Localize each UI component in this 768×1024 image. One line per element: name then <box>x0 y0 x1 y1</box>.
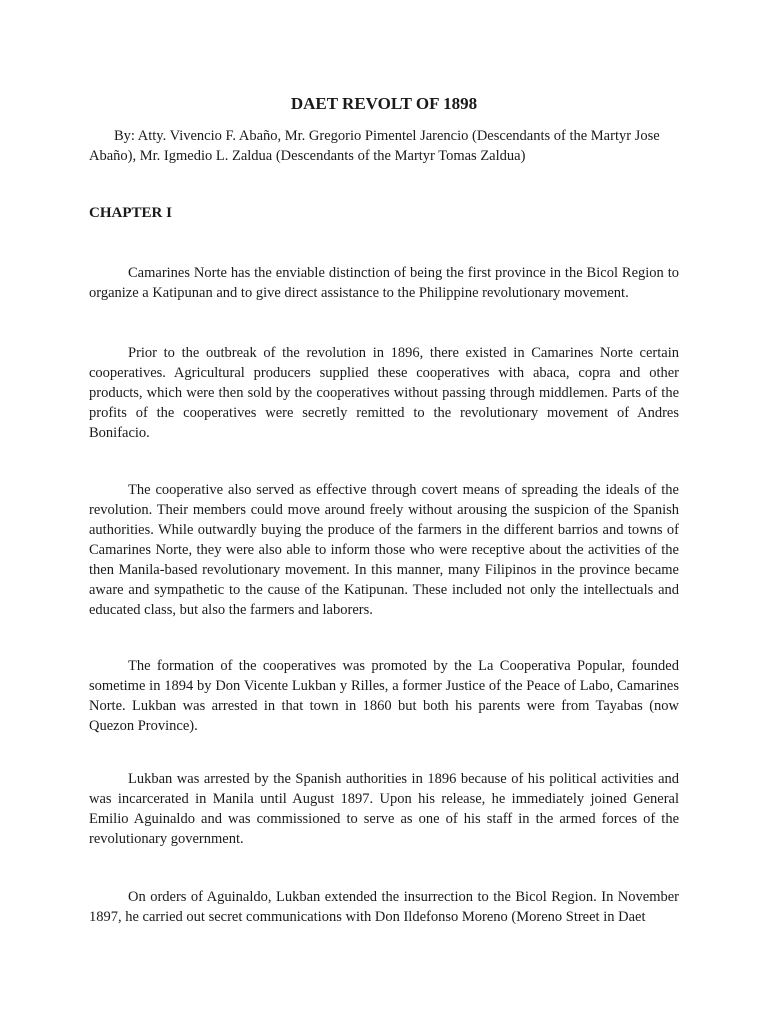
author-byline: By: Atty. Vivencio F. Abaño, Mr. Gregorio Pimentel Jarencio (Descendants of the Martyr Jose Abaño), Mr. Igmedio L. Zaldua (Descendants of the Martyr Tomas Zaldua) <box>89 128 660 164</box>
document-title: DAET REVOLT OF 1898 <box>290 94 478 113</box>
paragraph: The formation of the cooperatives was promoted by the La Cooperativa Popular, founded sometime in 1894 by Don Vicente Lukban y Rilles, a former Justice of the Peace of Labo, Camarines Norte. Lukban was arrested in that town in 1860 but both his parents were from Tayabas (now Quezon Province). <box>89 658 679 734</box>
paragraph: The cooperative also served as effective through covert means of spreading the ideals of the revolution. Their members could move around freely without arousing the suspicion of the Spanish authorities. While outwardly buying the produce of the farmers in the different barrios and towns of Camarines Norte, they were also able to inform those who were receptive about the activities of the then Manila-based revolutionary movement. In this manner, many Filipinos in the province became aware and sympathetic to the cause of the Katipunan. These included not only the intellectuals and educated class, but also the farmers and laborers. <box>89 482 679 618</box>
paragraph: Camarines Norte has the enviable distinction of being the first province in the Bicol Region to organize a Katipunan and to give direct assistance to the Philippine revolutionary movement. <box>89 265 679 301</box>
paragraph: Lukban was arrested by the Spanish authorities in 1896 because of his political activities and was incarcerated in Manila until August 1897. Upon his release, he immediately joined General Emilio Aguinaldo and was commissioned to serve as one of his staff in the armed forces of the revolutionary government. <box>89 771 679 847</box>
chapter-heading: CHAPTER I <box>89 205 172 221</box>
paragraph: On orders of Aguinaldo, Lukban extended the insurrection to the Bicol Region. In November 1897, he carried out secret communications with Don Ildefonso Moreno (Moreno Street in Daet <box>89 889 679 925</box>
paragraph: Prior to the outbreak of the revolution in 1896, there existed in Camarines Norte certain cooperatives. Agricultural producers supplied these cooperatives with abaca, copra and other products, which were then sold by the cooperatives without passing through middlemen. Parts of the profits of the cooperatives were secretly remitted to the revolutionary movement of Andres Bonifacio. <box>89 345 679 441</box>
